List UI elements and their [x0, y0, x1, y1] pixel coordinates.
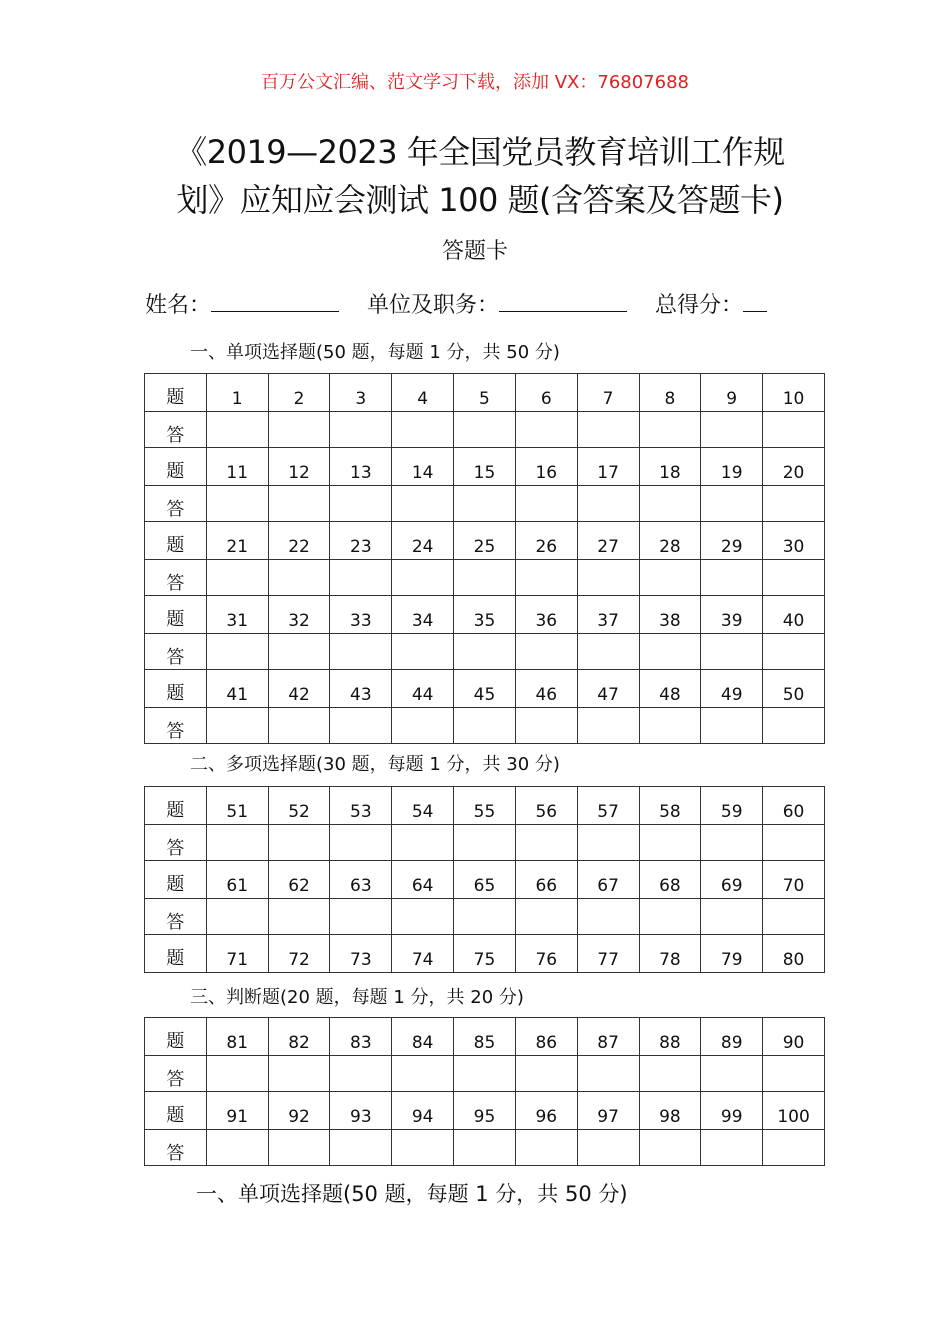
answer-cell[interactable]: [515, 486, 577, 522]
question-number-cell: 33: [330, 596, 392, 634]
info-line: [145, 285, 767, 319]
answer-row: [145, 412, 825, 448]
question-row: [145, 522, 825, 560]
question-number-cell: 9: [701, 374, 763, 412]
answer-cell[interactable]: [515, 560, 577, 596]
answer-cell[interactable]: [515, 634, 577, 670]
name-label: 姓名：: [145, 293, 212, 318]
answer-cell[interactable]: [330, 1056, 392, 1092]
answer-cell[interactable]: [577, 412, 639, 448]
section-heading-single-choice: 一、单项选择题(50 题，每题 1 分，共 50 分): [190, 342, 560, 363]
question-number-cell: 53: [330, 787, 392, 825]
answer-cell[interactable]: [577, 634, 639, 670]
question-number-cell: 47: [577, 670, 639, 708]
question-number-cell: 10: [763, 374, 825, 412]
answer-cell[interactable]: [763, 1056, 825, 1092]
answer-cell[interactable]: [206, 1056, 268, 1092]
answer-cell[interactable]: [639, 1130, 701, 1166]
question-number-cell: 18: [639, 448, 701, 486]
question-number-cell: 84: [392, 1018, 454, 1056]
answer-cell[interactable]: [701, 899, 763, 935]
answer-cell[interactable]: [330, 825, 392, 861]
answer-cell[interactable]: [206, 412, 268, 448]
watermark-text: 百万公文汇编、范文学习下载，添加 VX：76807688: [261, 72, 689, 93]
question-number-cell: 34: [392, 596, 454, 634]
answer-cell[interactable]: [639, 486, 701, 522]
unit-label: 单位及职务：: [367, 293, 500, 318]
answer-cell[interactable]: [392, 1130, 454, 1166]
question-number-cell: 60: [763, 787, 825, 825]
question-number-cell: 5: [454, 374, 516, 412]
section-heading-true-false: 三、判断题(20 题，每题 1 分，共 20 分): [190, 987, 524, 1008]
answer-cell[interactable]: [268, 412, 330, 448]
question-number-cell: 100: [763, 1092, 825, 1130]
answer-row-label: 答: [145, 708, 207, 744]
answer-cell[interactable]: [268, 899, 330, 935]
question-number-cell: 94: [392, 1092, 454, 1130]
question-number-cell: 83: [330, 1018, 392, 1056]
answer-cell[interactable]: [454, 486, 516, 522]
document-title: [150, 128, 810, 224]
answer-row-label: 答: [145, 899, 207, 935]
answer-row: [145, 486, 825, 522]
answer-cell[interactable]: [206, 899, 268, 935]
name-blank[interactable]: [211, 285, 339, 312]
answer-cell[interactable]: [515, 708, 577, 744]
question-number-cell: 21: [206, 522, 268, 560]
question-number-cell: 96: [515, 1092, 577, 1130]
question-number-cell: 52: [268, 787, 330, 825]
question-number-cell: 43: [330, 670, 392, 708]
answer-cell[interactable]: [206, 634, 268, 670]
answer-cell[interactable]: [268, 560, 330, 596]
question-number-cell: 72: [268, 935, 330, 973]
question-number-cell: 4: [392, 374, 454, 412]
answer-cell[interactable]: [763, 560, 825, 596]
question-number-cell: 8: [639, 374, 701, 412]
answer-cell[interactable]: [392, 560, 454, 596]
section-heading-multiple-choice: 二、多项选择题(30 题，每题 1 分，共 30 分): [190, 754, 560, 775]
answer-cell[interactable]: [330, 486, 392, 522]
question-number-cell: 32: [268, 596, 330, 634]
question-row-label: 题: [145, 374, 207, 412]
answer-card-subtitle: 答题卡: [441, 239, 508, 264]
score-label: 总得分：: [655, 293, 744, 318]
question-number-cell: 93: [330, 1092, 392, 1130]
question-number-cell: 35: [454, 596, 516, 634]
answer-row: [145, 708, 825, 744]
answer-cell[interactable]: [268, 825, 330, 861]
question-number-cell: 92: [268, 1092, 330, 1130]
question-row-label: 题: [145, 1018, 207, 1056]
answer-cell[interactable]: [763, 825, 825, 861]
answer-cell[interactable]: [454, 1056, 516, 1092]
answer-row-label: 答: [145, 1056, 207, 1092]
answer-cell[interactable]: [763, 412, 825, 448]
question-row-label: 题: [145, 522, 207, 560]
answer-cell[interactable]: [392, 634, 454, 670]
question-number-cell: 82: [268, 1018, 330, 1056]
answer-cell[interactable]: [515, 412, 577, 448]
question-number-cell: 95: [454, 1092, 516, 1130]
answer-cell[interactable]: [639, 825, 701, 861]
answer-cell[interactable]: [206, 560, 268, 596]
answer-cell[interactable]: [701, 634, 763, 670]
question-row: [145, 670, 825, 708]
question-row: [145, 1018, 825, 1056]
answer-cell[interactable]: [392, 412, 454, 448]
answer-cell[interactable]: [763, 899, 825, 935]
question-number-cell: 67: [577, 861, 639, 899]
question-number-cell: 77: [577, 935, 639, 973]
answer-row-label: 答: [145, 412, 207, 448]
question-row-label: 题: [145, 596, 207, 634]
question-row: [145, 374, 825, 412]
answer-cell[interactable]: [763, 486, 825, 522]
question-number-cell: 90: [763, 1018, 825, 1056]
question-number-cell: 55: [454, 787, 516, 825]
answer-cell[interactable]: [515, 1056, 577, 1092]
question-number-cell: 70: [763, 861, 825, 899]
question-number-cell: 7: [577, 374, 639, 412]
question-row: [145, 861, 825, 899]
bottom-section-heading: 一、单项选择题(50 题，每题 1 分，共 50 分): [196, 1182, 628, 1206]
question-row-label: 题: [145, 670, 207, 708]
question-number-cell: 48: [639, 670, 701, 708]
answer-cell[interactable]: [454, 412, 516, 448]
question-number-cell: 62: [268, 861, 330, 899]
question-number-cell: 51: [206, 787, 268, 825]
question-number-cell: 99: [701, 1092, 763, 1130]
question-number-cell: 81: [206, 1018, 268, 1056]
answer-cell[interactable]: [639, 899, 701, 935]
answer-cell[interactable]: [515, 1130, 577, 1166]
question-number-cell: 73: [330, 935, 392, 973]
answer-cell[interactable]: [639, 1056, 701, 1092]
question-number-cell: 6: [515, 374, 577, 412]
answer-cell[interactable]: [206, 486, 268, 522]
answer-cell[interactable]: [577, 825, 639, 861]
answer-cell[interactable]: [392, 825, 454, 861]
question-row: [145, 787, 825, 825]
question-number-cell: 56: [515, 787, 577, 825]
answer-cell[interactable]: [330, 899, 392, 935]
question-number-cell: 68: [639, 861, 701, 899]
question-number-cell: 66: [515, 861, 577, 899]
question-number-cell: 98: [639, 1092, 701, 1130]
answer-cell[interactable]: [330, 708, 392, 744]
answer-cell[interactable]: [763, 1130, 825, 1166]
unit-blank[interactable]: [499, 285, 627, 312]
question-number-cell: 45: [454, 670, 516, 708]
title-line-1: 《2019—2023 年全国党员教育培训工作规: [175, 133, 785, 171]
question-number-cell: 78: [639, 935, 701, 973]
question-number-cell: 38: [639, 596, 701, 634]
question-number-cell: 23: [330, 522, 392, 560]
question-number-cell: 31: [206, 596, 268, 634]
question-row: [145, 1092, 825, 1130]
question-number-cell: 88: [639, 1018, 701, 1056]
answer-cell[interactable]: [701, 486, 763, 522]
question-number-cell: 86: [515, 1018, 577, 1056]
answer-cell[interactable]: [639, 634, 701, 670]
answer-cell[interactable]: [701, 1130, 763, 1166]
question-number-cell: 65: [454, 861, 516, 899]
answer-cell[interactable]: [577, 899, 639, 935]
question-number-cell: 85: [454, 1018, 516, 1056]
question-number-cell: 41: [206, 670, 268, 708]
question-number-cell: 30: [763, 522, 825, 560]
answer-cell[interactable]: [268, 634, 330, 670]
answer-cell[interactable]: [701, 708, 763, 744]
question-number-cell: 36: [515, 596, 577, 634]
answer-cell[interactable]: [577, 486, 639, 522]
question-number-cell: 1: [206, 374, 268, 412]
question-number-cell: 20: [763, 448, 825, 486]
answer-row: [145, 899, 825, 935]
answer-cell[interactable]: [454, 825, 516, 861]
question-number-cell: 44: [392, 670, 454, 708]
question-row-label: 题: [145, 935, 207, 973]
multiple-choice-answer-table: [144, 786, 825, 973]
question-number-cell: 49: [701, 670, 763, 708]
question-number-cell: 50: [763, 670, 825, 708]
question-number-cell: 24: [392, 522, 454, 560]
question-number-cell: 2: [268, 374, 330, 412]
question-number-cell: 12: [268, 448, 330, 486]
question-row-label: 题: [145, 861, 207, 899]
question-number-cell: 40: [763, 596, 825, 634]
question-number-cell: 75: [454, 935, 516, 973]
answer-cell[interactable]: [515, 825, 577, 861]
question-number-cell: 39: [701, 596, 763, 634]
answer-cell[interactable]: [268, 1130, 330, 1166]
question-number-cell: 26: [515, 522, 577, 560]
question-number-cell: 59: [701, 787, 763, 825]
question-number-cell: 19: [701, 448, 763, 486]
question-number-cell: 91: [206, 1092, 268, 1130]
question-number-cell: 69: [701, 861, 763, 899]
answer-cell[interactable]: [330, 634, 392, 670]
question-number-cell: 14: [392, 448, 454, 486]
title-line-2: 划》应知应会测试 100 题(含答案及答题卡): [176, 181, 784, 219]
answer-cell[interactable]: [454, 634, 516, 670]
answer-cell[interactable]: [268, 708, 330, 744]
question-number-cell: 89: [701, 1018, 763, 1056]
question-number-cell: 29: [701, 522, 763, 560]
answer-row-label: 答: [145, 1130, 207, 1166]
answer-row-label: 答: [145, 825, 207, 861]
question-row-label: 题: [145, 448, 207, 486]
question-number-cell: 15: [454, 448, 516, 486]
question-row-label: 题: [145, 787, 207, 825]
question-number-cell: 63: [330, 861, 392, 899]
question-number-cell: 11: [206, 448, 268, 486]
answer-cell[interactable]: [454, 560, 516, 596]
single-choice-answer-table: [144, 373, 825, 744]
answer-cell[interactable]: [701, 412, 763, 448]
answer-cell[interactable]: [206, 1130, 268, 1166]
answer-row: [145, 1130, 825, 1166]
answer-cell[interactable]: [206, 825, 268, 861]
answer-cell[interactable]: [701, 560, 763, 596]
question-number-cell: 28: [639, 522, 701, 560]
question-number-cell: 64: [392, 861, 454, 899]
question-number-cell: 76: [515, 935, 577, 973]
answer-cell[interactable]: [206, 708, 268, 744]
question-number-cell: 80: [763, 935, 825, 973]
question-number-cell: 58: [639, 787, 701, 825]
question-number-cell: 54: [392, 787, 454, 825]
answer-cell[interactable]: [392, 486, 454, 522]
answer-row: [145, 634, 825, 670]
question-number-cell: 46: [515, 670, 577, 708]
answer-cell[interactable]: [763, 634, 825, 670]
question-number-cell: 27: [577, 522, 639, 560]
answer-cell[interactable]: [268, 486, 330, 522]
question-number-cell: 97: [577, 1092, 639, 1130]
question-row: [145, 448, 825, 486]
answer-cell[interactable]: [577, 1130, 639, 1166]
question-number-cell: 79: [701, 935, 763, 973]
answer-cell[interactable]: [330, 560, 392, 596]
question-number-cell: 74: [392, 935, 454, 973]
question-number-cell: 22: [268, 522, 330, 560]
answer-cell[interactable]: [763, 708, 825, 744]
question-number-cell: 13: [330, 448, 392, 486]
answer-row: [145, 560, 825, 596]
question-number-cell: 87: [577, 1018, 639, 1056]
true-false-answer-table: [144, 1017, 825, 1166]
answer-cell[interactable]: [577, 560, 639, 596]
answer-cell[interactable]: [454, 708, 516, 744]
answer-row-label: 答: [145, 560, 207, 596]
answer-cell[interactable]: [392, 899, 454, 935]
score-blank[interactable]: [743, 285, 767, 312]
answer-cell[interactable]: [639, 560, 701, 596]
answer-cell[interactable]: [701, 825, 763, 861]
question-number-cell: 25: [454, 522, 516, 560]
answer-cell[interactable]: [330, 412, 392, 448]
question-number-cell: 17: [577, 448, 639, 486]
question-number-cell: 42: [268, 670, 330, 708]
answer-cell[interactable]: [392, 1056, 454, 1092]
question-row-label: 题: [145, 1092, 207, 1130]
question-number-cell: 3: [330, 374, 392, 412]
answer-cell[interactable]: [515, 899, 577, 935]
answer-cell[interactable]: [577, 708, 639, 744]
answer-cell[interactable]: [268, 1056, 330, 1092]
answer-cell[interactable]: [577, 1056, 639, 1092]
question-number-cell: 71: [206, 935, 268, 973]
answer-row: [145, 825, 825, 861]
question-row: [145, 935, 825, 973]
answer-cell[interactable]: [639, 708, 701, 744]
answer-cell[interactable]: [330, 1130, 392, 1166]
answer-row-label: 答: [145, 634, 207, 670]
question-number-cell: 61: [206, 861, 268, 899]
answer-cell[interactable]: [454, 1130, 516, 1166]
question-number-cell: 57: [577, 787, 639, 825]
answer-row-label: 答: [145, 486, 207, 522]
answer-cell[interactable]: [701, 1056, 763, 1092]
answer-cell[interactable]: [639, 412, 701, 448]
question-number-cell: 16: [515, 448, 577, 486]
question-row: [145, 596, 825, 634]
question-number-cell: 37: [577, 596, 639, 634]
answer-cell[interactable]: [454, 899, 516, 935]
answer-row: [145, 1056, 825, 1092]
answer-cell[interactable]: [392, 708, 454, 744]
